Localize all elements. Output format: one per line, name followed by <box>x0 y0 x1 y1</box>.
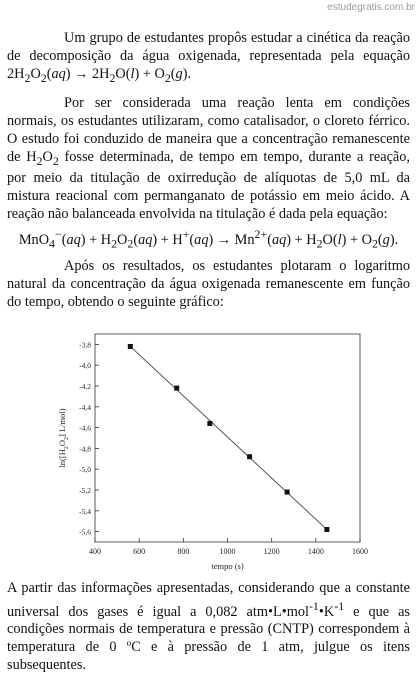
x-tick-label: 1000 <box>219 546 236 556</box>
intro-paragraph: Um grupo de estudantes propôs estudar a cinética da reação de decomposição da água oxigenada, representada pela equação $2H_2O_2(aq) \to 2H_2O(l) + O_2(g)$. <box>7 30 410 85</box>
x-tick-label: 1600 <box>352 546 368 556</box>
data-point <box>207 421 212 426</box>
series-line <box>130 346 327 529</box>
data-point <box>285 489 290 494</box>
x-tick-label: 1200 <box>263 546 280 556</box>
y-tick-label: -3,8 <box>79 340 91 350</box>
kinetics-chart-svg <box>7 322 410 572</box>
y-tick-label: -5,0 <box>79 464 91 474</box>
x-axis-label: tempo (s) <box>211 560 244 571</box>
y-tick-label: -4,0 <box>79 360 91 370</box>
y-tick-label: -5,4 <box>79 506 91 516</box>
site-watermark: estudegratis.com.br <box>327 2 415 13</box>
data-point <box>174 385 179 390</box>
kinetics-chart <box>7 322 410 572</box>
x-tick-label: 1400 <box>307 546 324 556</box>
y-tick-label: -5,2 <box>79 485 91 495</box>
data-point <box>247 454 252 459</box>
x-tick-label: 400 <box>89 546 101 556</box>
y-tick-label: -4,4 <box>79 402 91 412</box>
y-tick-label: -4,2 <box>79 381 91 391</box>
x-tick-label: 600 <box>133 546 146 556</box>
results-paragraph: Após os resultados, os estudantes plotaram o logaritmo natural da concentração da água oxigenada remanescente em função do tempo, obtendo o seguinte gráfico: <box>7 258 410 310</box>
y-tick-label: -5,6 <box>79 527 91 537</box>
y-tick-label: -4,8 <box>79 444 91 454</box>
y-tick-label: -4,6 <box>79 423 91 433</box>
titration-equation: $MnO_4^-(aq) + H_2O_2(aq) + H^+(aq) \to Mn^{2+}(aq) + H_2O(l) + O_2(g)$. <box>18 226 399 251</box>
plot-frame <box>95 334 360 542</box>
instructions-paragraph: A partir das informações apresentadas, considerando que a constante universal dos gases é igual a 0,082 $atm•L•mol^{-1}•K^{-1}$ e que as condições normais de temperatura e pressão (CNTP) correspondem à temperatura de 0 ºC e à pressão de 1 atm, julgue os itens subsequentes. <box>7 579 410 673</box>
question-document <box>7 30 410 674</box>
data-point <box>128 344 133 349</box>
method-paragraph: Por ser considerada uma reação lenta em condições normais, os estudantes utilizaram, como catalisador, o cloreto férrico. O estudo foi conduzido de maneira que a concentração remanescente de $H_2O_2$ fosse determinada, de tempo em tempo, durante a reação, por meio da titulação de oxirredução de alíquotas de 5,0 mL da mistura reacional com permanganato de potássio em meio ácido. A reação não balanceada envolvida na titulação é dada pela equação: <box>7 95 410 222</box>
y-axis-label: $\ln([H_2O_2]$ L/mol) <box>57 408 70 468</box>
x-tick-label: 800 <box>177 546 190 556</box>
data-point <box>324 527 329 532</box>
